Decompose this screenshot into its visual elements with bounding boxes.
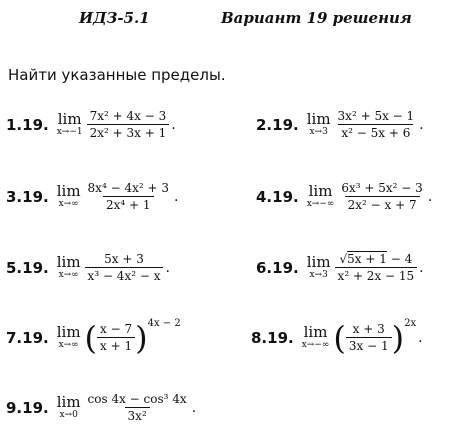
fraction <box>85 252 164 283</box>
problem-number: 7.19. <box>6 328 49 347</box>
problem-number: 9.19. <box>6 398 49 417</box>
fraction <box>97 322 135 353</box>
problem-2: 2.19. lim x→3 $\frac{\text{3x² + 5x − 1}}{\text{x² − 5x + 6}}$ . <box>256 109 424 140</box>
limit-subscript: x→3 <box>309 270 328 280</box>
numerator: cos 4x − cos³ 4x <box>87 392 187 406</box>
limit-operator <box>57 184 81 209</box>
limit-subscript: x→−∞ <box>301 340 330 350</box>
problem-number: 3.19. <box>6 187 49 206</box>
denominator: x² + 2x − 15 <box>335 267 418 283</box>
problem-number: 4.19. <box>256 187 299 206</box>
problem-5: 5.19. lim x→∞ $\frac{5x + 3}{\text{x³ − 4x² − x}}$ . <box>6 252 170 283</box>
problem-number: 6.19. <box>256 258 299 277</box>
fraction <box>346 322 392 353</box>
limit-subscript: x→−∞ <box>306 199 335 209</box>
document-title: ИДЗ-5.1 <box>79 9 150 27</box>
problem-number: 1.19. <box>6 115 49 134</box>
exponent: 2x <box>404 318 417 329</box>
instruction-text: Найти указанные пределы. <box>8 66 226 84</box>
denominator: x + 1 <box>97 337 135 353</box>
right-paren: ) <box>391 318 405 357</box>
radicand: 5x + 1 <box>347 252 387 266</box>
denominator: 2x² + 3x + 1 <box>87 124 170 140</box>
denominator: 3x² <box>125 407 150 423</box>
numerator: 3x² + 5x − 1 <box>337 109 415 123</box>
problem-number: 2.19. <box>256 115 299 134</box>
problem-number: 5.19. <box>6 258 49 277</box>
right-paren: ) <box>135 318 148 357</box>
numerator: 7x² + 4x − 3 <box>89 109 167 123</box>
numerator: x − 7 <box>100 322 133 336</box>
problem-number: 8.19. <box>251 328 294 347</box>
limit-operator <box>57 255 81 280</box>
lim-word: lim <box>303 323 328 341</box>
numerator: 6x³ + 5x² − 3 <box>341 181 423 195</box>
denominator: x² − 5x + 6 <box>338 124 413 140</box>
limit-operator <box>302 325 330 350</box>
numerator: 8x⁴ − 4x² + 3 <box>87 181 169 195</box>
lim-word: lim <box>56 323 81 341</box>
lim-word: lim <box>57 110 82 128</box>
left-paren: ( <box>84 318 98 357</box>
limit-subscript: x→∞ <box>58 340 79 350</box>
limit-operator <box>57 112 83 137</box>
variant-title: Вариант 19 решения <box>221 9 412 27</box>
fraction <box>338 181 425 212</box>
denominator: 2x² − x + 7 <box>345 196 420 212</box>
limit-operator <box>307 255 331 280</box>
limit-operator <box>307 184 335 209</box>
limit-subscript: x→0 <box>59 410 78 420</box>
problem-4: 4.19. lim x→−∞ $\frac{\text{6x³ + 5x² − 3}}{\text{2x² − x + 7}}$ . <box>256 181 433 212</box>
fraction <box>85 392 190 423</box>
lim-word: lim <box>306 253 331 271</box>
numerator: x + 3 <box>352 322 385 336</box>
limit-operator <box>57 325 81 350</box>
problem-8: 8.19. lim x→−∞ ( $\frac{x + 3}{3x - 1}$ ) 2x . <box>251 318 423 357</box>
limit-operator <box>307 112 331 137</box>
fraction <box>87 109 170 140</box>
lim-word: lim <box>308 182 333 200</box>
limit-subscript: x→3 <box>309 127 328 137</box>
fraction <box>335 109 418 140</box>
radical-sign: √ <box>339 252 348 266</box>
problem-6: 6.19. lim x→3 $\frac{√5x + 1 - 4}{\text{x² + 2x − 15}}$ . <box>256 252 424 283</box>
lim-word: lim <box>56 393 81 411</box>
denominator: 2x⁴ + 1 <box>103 196 154 212</box>
fraction <box>85 181 172 212</box>
denominator: 3x − 1 <box>346 337 392 353</box>
left-paren: ( <box>333 318 346 357</box>
numerator <box>337 252 416 267</box>
problem-1: 1.19. lim x→−1 $\frac{\text{7x² + 4x − 3}}{\text{2x² + 3x + 1}}$ . <box>6 109 176 140</box>
lim-word: lim <box>56 182 81 200</box>
limit-operator <box>57 395 81 420</box>
numerator-rest: − 4 <box>386 252 413 266</box>
limit-subscript: x→∞ <box>58 270 79 280</box>
problem-7 <box>6 318 181 357</box>
fraction <box>335 252 418 283</box>
problem-9: 9.19. lim x→0 $\frac{\text{cos 4x − cos³ 4x}}{\text{3x²}}$ . <box>6 392 197 423</box>
problem-3: 3.19. lim x→∞ $\frac{\text{8x⁴ − 4x² + 3}}{\text{2x⁴ + 1}}$ . <box>6 181 179 212</box>
numerator: 5x + 3 <box>104 252 144 266</box>
limit-subscript: x→−1 <box>56 127 83 137</box>
lim-word: lim <box>306 110 331 128</box>
exponent: 4x − 2 <box>147 318 181 329</box>
lim-word: lim <box>56 253 81 271</box>
limit-subscript: x→∞ <box>58 199 79 209</box>
denominator: x³ − 4x² − x <box>85 267 164 283</box>
